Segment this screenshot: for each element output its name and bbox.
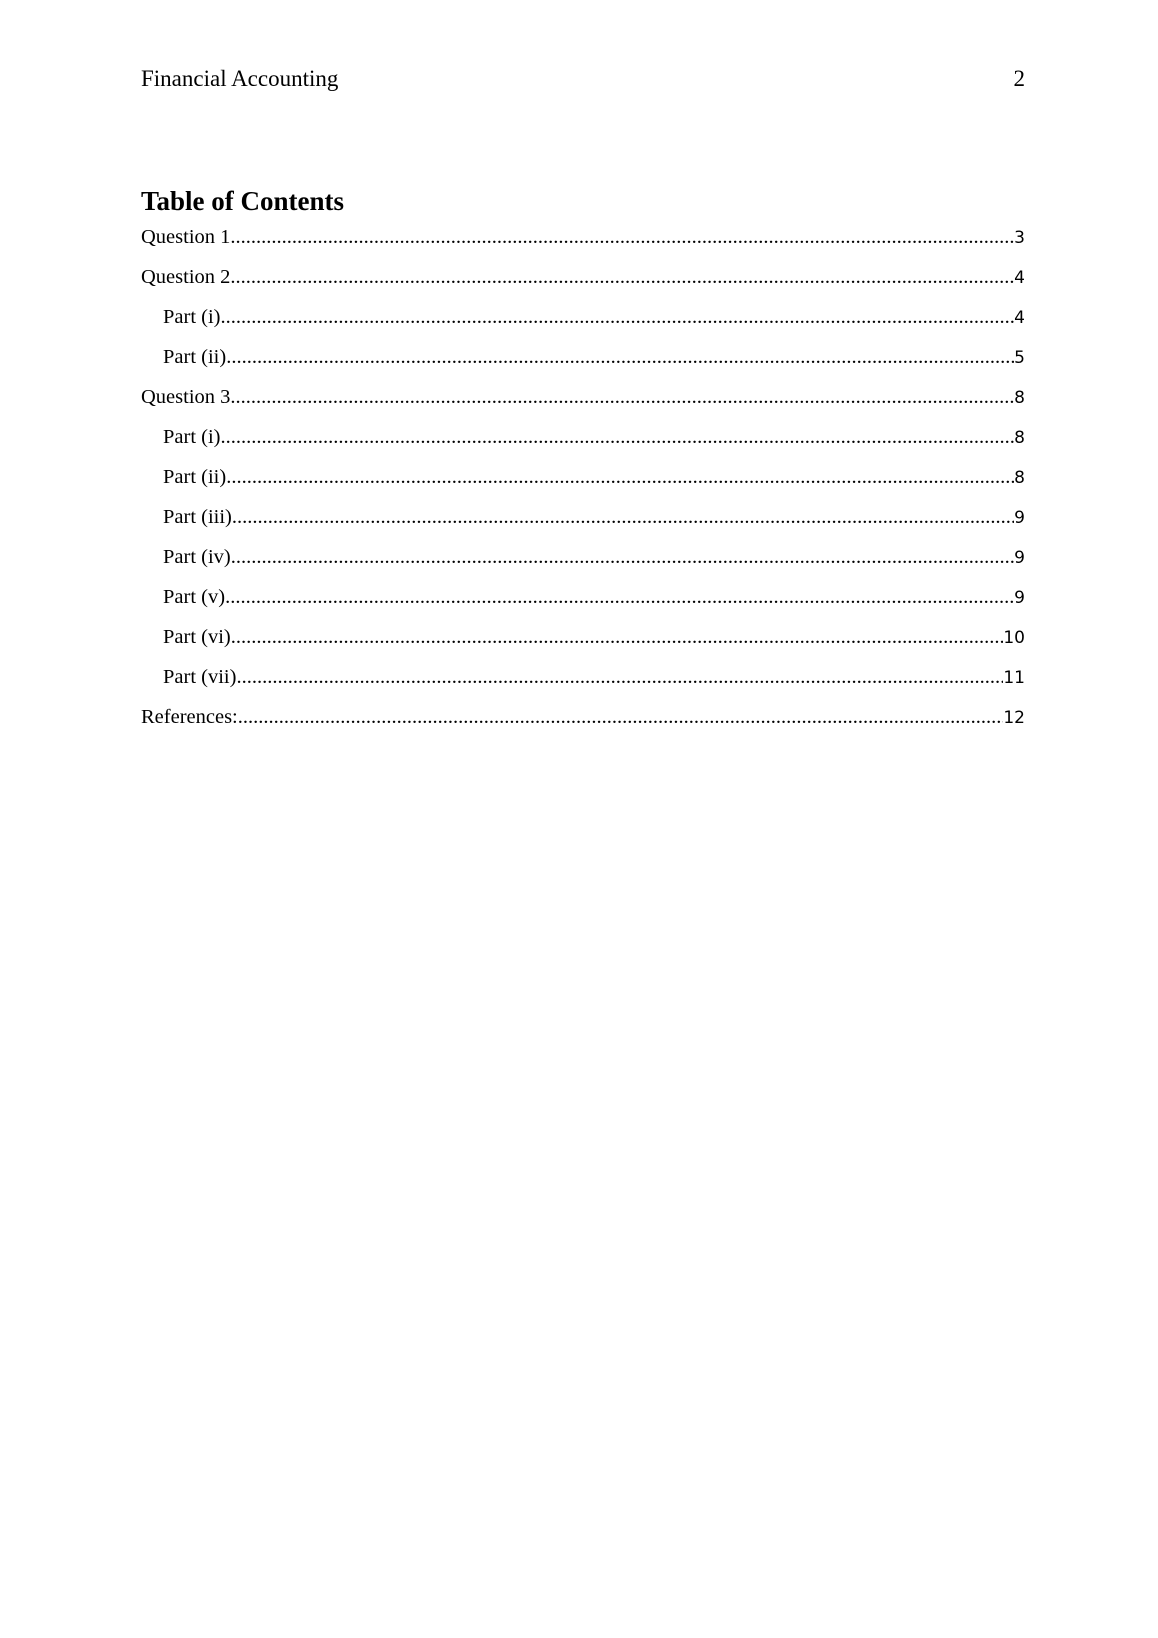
dot-leader [230, 224, 1014, 250]
toc-entry-label: Part (i) [163, 426, 221, 448]
toc-entry-page: 10 [1003, 628, 1025, 648]
toc-entry-references[interactable] [141, 704, 1025, 744]
toc-entry-q2-part-ii[interactable] [141, 344, 1025, 384]
dot-leader [230, 384, 1014, 410]
dot-leader [231, 624, 1004, 650]
dot-leader [226, 464, 1014, 490]
toc-entry-label: Part (vi) [163, 626, 231, 648]
toc-entry-page: 11 [1003, 668, 1025, 688]
dot-leader [232, 504, 1014, 530]
dot-leader [230, 264, 1014, 290]
running-title: Financial Accounting [141, 66, 339, 91]
toc-entry-label: Part (v) [163, 586, 226, 608]
toc-entry-q3-part-iv[interactable] [141, 544, 1025, 584]
toc-entry-page: 9 [1014, 548, 1025, 568]
toc-entry-label: Part (i) [163, 306, 221, 328]
toc-entry-page: 3 [1014, 228, 1025, 248]
toc-entry-q3-part-v[interactable] [141, 584, 1025, 624]
toc-entry-q2-part-i[interactable] [141, 304, 1025, 344]
toc-entry-page: 5 [1014, 348, 1025, 368]
dot-leader [238, 704, 1004, 730]
dot-leader [236, 664, 1003, 690]
dot-leader [231, 544, 1014, 570]
toc-entry-q3-part-i[interactable] [141, 424, 1025, 464]
dot-leader [226, 344, 1014, 370]
toc-entry-label: Question 2 [141, 266, 231, 288]
toc-entry-q3-part-vii[interactable] [141, 664, 1025, 704]
toc-entry-label: Part (iv) [163, 546, 231, 568]
toc-entry-page: 8 [1014, 428, 1025, 448]
toc-entry-page: 9 [1014, 588, 1025, 608]
table-of-contents [141, 224, 1025, 744]
toc-entry-page: 9 [1014, 508, 1025, 528]
toc-entry-label: Question 3 [141, 386, 231, 408]
toc-entry-question-2[interactable] [141, 264, 1025, 304]
toc-entry-label: Part (iii) [163, 506, 232, 528]
toc-entry-label: Part (vii) [163, 666, 237, 688]
toc-entry-question-1[interactable] [141, 224, 1025, 264]
page-number: 2 [1013, 66, 1025, 91]
toc-entry-q3-part-vi[interactable] [141, 624, 1025, 664]
page-header [141, 66, 1025, 92]
toc-entry-page: 12 [1003, 708, 1025, 728]
toc-entry-page: 4 [1014, 268, 1025, 288]
toc-entry-q3-part-ii[interactable] [141, 464, 1025, 504]
toc-entry-page: 8 [1014, 388, 1025, 408]
toc-entry-label: References: [141, 706, 238, 728]
toc-entry-page: 8 [1014, 468, 1025, 488]
toc-heading: Table of Contents [141, 186, 345, 216]
dot-leader [225, 584, 1014, 610]
dot-leader [221, 424, 1015, 450]
toc-entry-label: Part (ii) [163, 466, 227, 488]
toc-entry-page: 4 [1014, 308, 1025, 328]
toc-entry-question-3[interactable] [141, 384, 1025, 424]
toc-entry-q3-part-iii[interactable] [141, 504, 1025, 544]
toc-entry-label: Part (ii) [163, 346, 227, 368]
toc-entry-label: Question 1 [141, 226, 231, 248]
dot-leader [221, 304, 1015, 330]
